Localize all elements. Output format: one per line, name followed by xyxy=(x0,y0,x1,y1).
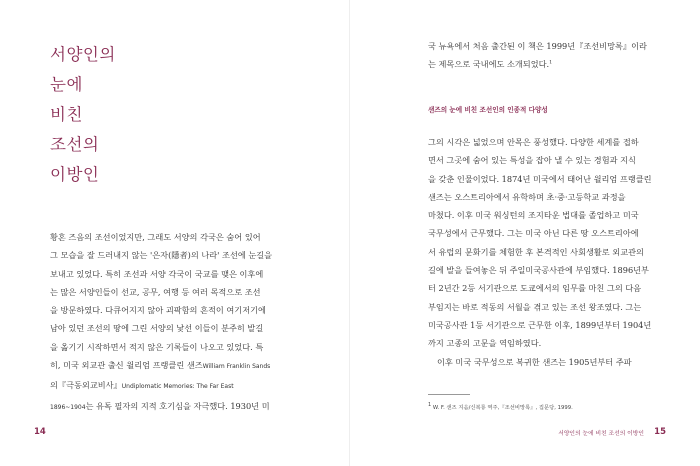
page-number-right: 15 xyxy=(654,427,666,437)
text-line: 그의 시각은 넓었으며 안목은 풍성했다. 다양한 세계를 접하 xyxy=(428,137,639,147)
text-line: 을 옮기기 시작하면서 적지 않은 기록들이 나오고 있었다. 특 xyxy=(50,341,264,352)
text-line xyxy=(428,55,656,73)
text-line: 길에 발을 들여놓은 뒤 주일미국공사관에 부임했다. 1896년부 xyxy=(428,265,649,276)
text-line: 샌즈는 오스트리아에서 유학하며 초·중·고등학교 과정을 xyxy=(428,191,626,202)
text-segment: 의『극동외교비사』 xyxy=(50,380,122,391)
running-head: 서양인의 눈에 비친 조선의 이방인 xyxy=(558,431,644,437)
text-line: 을 방문하였다. 다큐어지지 않아 괴팍함의 흔적이 여기저기에 xyxy=(50,305,266,316)
text-line: 터 2년간 2등 서기관으로 도쿄에서의 임무를 마친 그의 다음 xyxy=(428,283,642,294)
chapter-title-line: 조선의 xyxy=(50,135,100,154)
left-body-text xyxy=(50,228,308,417)
chapter-title-line: 눈에 xyxy=(50,75,83,94)
chapter-title-line: 서양인의 xyxy=(50,45,116,64)
text-line xyxy=(50,356,308,376)
english-title: Undiplomatic Memories: The Far East xyxy=(121,383,234,391)
text-line xyxy=(50,397,308,417)
text-line xyxy=(50,376,308,396)
text-segment: 히, 미국 외교관 출신 윌리엄 프랭클린 샌즈 xyxy=(50,360,203,371)
footnote-rule xyxy=(428,394,470,395)
english-name: William Franklin Sands xyxy=(202,363,271,371)
right-top-text xyxy=(428,37,656,74)
chapter-title-line: 비친 xyxy=(50,105,83,124)
right-page xyxy=(350,0,700,466)
text-line: 까지 고종의 고문을 역임하였다. xyxy=(428,338,542,349)
text-segment: 는 제목으로 국내에도 소개되었다. xyxy=(428,59,550,70)
section-heading: 샌즈의 눈에 비친 조선인의 인종적 다양성 xyxy=(428,106,548,114)
text-line: 보내고 있었다. 특히 조선과 서양 각국이 국교를 맺은 이후에 xyxy=(50,268,264,279)
text-line: 이후 미국 국무성으로 복귀한 샌즈는 1905년부터 주파 xyxy=(437,356,632,367)
page-number-left: 14 xyxy=(34,427,46,437)
text-line: 그 모습을 잘 드러내지 않는 '은자(隱者)의 나라' 조선에 눈길을 xyxy=(50,250,273,261)
text-line: 는 많은 서양인들이 선교, 공무, 여행 등 여러 목적으로 조선 xyxy=(50,286,261,297)
text-line: 남아 있던 조선의 땅에 그린 서양의 낯선 이들이 분주히 발길 xyxy=(50,323,264,334)
text-line: 을 갖춘 인물이었다. 1874년 미국에서 태어난 윌리엄 프랭클린 xyxy=(428,173,652,184)
chapter-title-line: 이방인 xyxy=(50,165,100,184)
text-line: 마쳤다. 이후 미국 워싱턴의 조지타운 법대를 졸업하고 미국 xyxy=(428,210,639,221)
footnote-mark: 1 xyxy=(428,402,432,409)
text-line: 면서 그곳에 숨어 있는 특성을 잡아 낼 수 있는 경험과 지식 xyxy=(428,155,636,166)
footnote-text: W. F. 샌즈 지음/신복룡 역주,『조선비망록』, 집문당, 1999. xyxy=(432,405,573,411)
chapter-title xyxy=(50,40,170,190)
text-line: 국무성에서 근무했다. 그는 미국 아닌 다른 땅 오스트리아에 xyxy=(428,228,639,239)
footnote-reference[interactable]: 1 xyxy=(549,59,553,66)
text-segment: 는 유독 필자의 지적 호기심을 자극했다. 1930년 미 xyxy=(85,400,270,411)
text-line: 국 뉴욕에서 처음 출간된 이 책은 1999년『조선비망록』이라 xyxy=(428,41,647,51)
text-line: 황혼 즈음의 조선이었지만, 그래도 서양의 각국은 숨어 있어 xyxy=(50,232,261,242)
text-line: 서 유럽의 문화기를 체험한 후 본격적인 사회생활로 외교관의 xyxy=(428,246,644,257)
text-line: 미국공사관 1등 서기관으로 근무한 이후, 1899년부터 1904년 xyxy=(428,319,652,330)
english-years: 1896~1904 xyxy=(50,403,86,411)
text-line: 부임지는 바로 적동의 서월을 겪고 있는 조선 왕조였다. 그는 xyxy=(428,301,642,312)
footnote xyxy=(428,403,573,411)
right-main-text xyxy=(428,133,656,371)
